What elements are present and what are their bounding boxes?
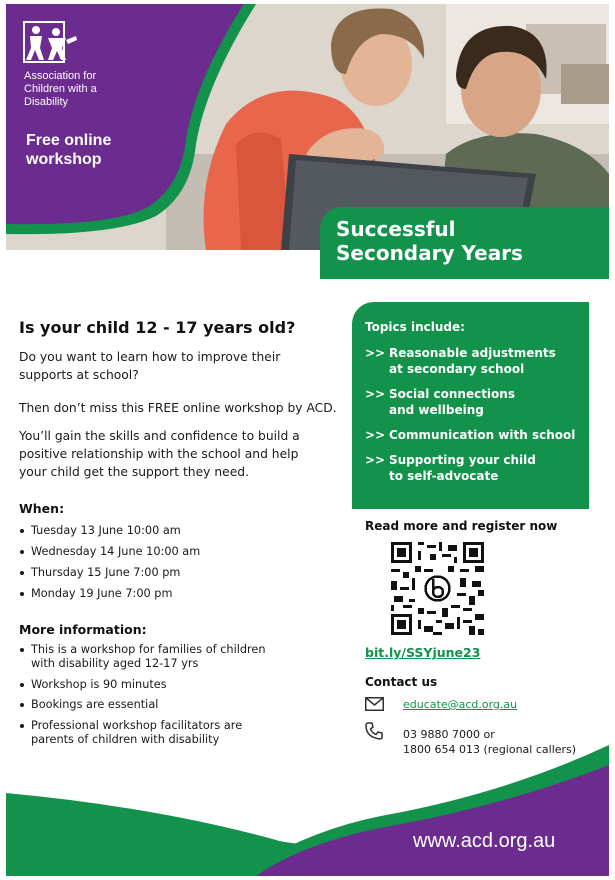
paragraph-line: your child get the support they need. <box>19 465 249 479</box>
footer-url[interactable]: www.acd.org.au <box>413 830 556 852</box>
phone-line: 1800 654 013 (regional callers) <box>403 743 577 756</box>
lead-question: Is your child 12 - 17 years old? <box>19 318 296 337</box>
workshop-tag <box>26 131 176 169</box>
topic-line: at secondary school <box>389 362 525 376</box>
list-item-line: Professional workshop facilitators are <box>31 718 243 732</box>
page-title-line: Successful <box>336 217 456 241</box>
intro-paragraph <box>19 427 349 481</box>
phone-line: 03 9880 7000 or <box>403 728 495 741</box>
paragraph-line: You’ll gain the skills and confidence to build a <box>19 429 300 443</box>
org-name <box>24 70 144 109</box>
list-item: Tuesday 13 June 10:00 am <box>19 524 319 545</box>
when-heading: When: <box>19 501 65 516</box>
qr-code-icon[interactable] <box>391 542 484 635</box>
topic-item <box>365 345 585 377</box>
list-item: Wednesday 14 June 10:00 am <box>19 545 319 566</box>
arrow-icon: >> <box>365 428 386 442</box>
topic-line: Communication with school <box>389 428 576 442</box>
workshop-tag-line: Free online <box>26 132 112 149</box>
acd-logo-icon <box>22 18 82 70</box>
org-name-line: Disability <box>24 96 69 108</box>
list-item <box>19 643 319 671</box>
footer-swoosh <box>6 745 609 876</box>
list-item-line: with disability aged 12-17 yrs <box>31 657 199 670</box>
more-info-heading: More information: <box>19 622 147 637</box>
topic-line: Social connections <box>389 387 515 401</box>
email-link[interactable]: educate@acd.org.au <box>403 698 518 711</box>
workshop-tag-line: workshop <box>26 151 102 168</box>
list-item-line: Bookings are essential <box>31 698 159 711</box>
page-title-line: Secondary Years <box>336 241 523 265</box>
list-item: Thursday 15 June 7:00 pm <box>19 566 319 587</box>
list-item <box>19 698 319 712</box>
paragraph-line: supports at school? <box>19 368 139 382</box>
org-name-line: Association for <box>24 70 97 82</box>
topic-line: to self-advocate <box>389 469 499 483</box>
arrow-icon: >> <box>365 346 386 360</box>
paragraph-line: positive relationship with the school and help <box>19 447 299 461</box>
list-item-line: Workshop is 90 minutes <box>31 677 167 691</box>
mail-icon <box>365 697 384 711</box>
list-item-line: This is a workshop for families of children <box>31 643 266 656</box>
topic-item <box>365 427 585 443</box>
arrow-icon: >> <box>365 387 386 401</box>
register-heading: Read more and register now <box>365 519 558 533</box>
session-dates <box>19 524 319 608</box>
topics-heading: Topics include: <box>365 320 465 334</box>
topic-item <box>365 452 585 484</box>
topics-box <box>352 302 589 509</box>
title-box <box>320 207 609 279</box>
topic-line: and wellbeing <box>389 403 484 417</box>
paragraph-line: Do you want to learn how to improve their <box>19 350 281 364</box>
list-item: Monday 19 June 7:00 pm <box>19 587 319 608</box>
topic-item <box>365 386 585 418</box>
intro-paragraph <box>19 348 349 384</box>
org-name-line: Children with a <box>24 83 97 95</box>
phone-icon <box>365 722 383 740</box>
paragraph-line: Then don’t miss this FREE online workshop by ACD. <box>19 401 337 415</box>
list-item-line: parents of children with disability <box>31 732 220 746</box>
register-link[interactable]: bit.ly/SSYjune23 <box>365 645 481 660</box>
list-item <box>19 678 319 692</box>
page-title <box>336 217 606 265</box>
topic-line: Supporting your child <box>389 453 536 467</box>
list-item <box>19 719 319 747</box>
arrow-icon: >> <box>365 453 386 467</box>
contact-heading: Contact us <box>365 675 438 689</box>
topic-line: Reasonable adjustments <box>389 346 556 360</box>
more-info-list <box>19 643 319 753</box>
intro-paragraph <box>19 399 349 417</box>
